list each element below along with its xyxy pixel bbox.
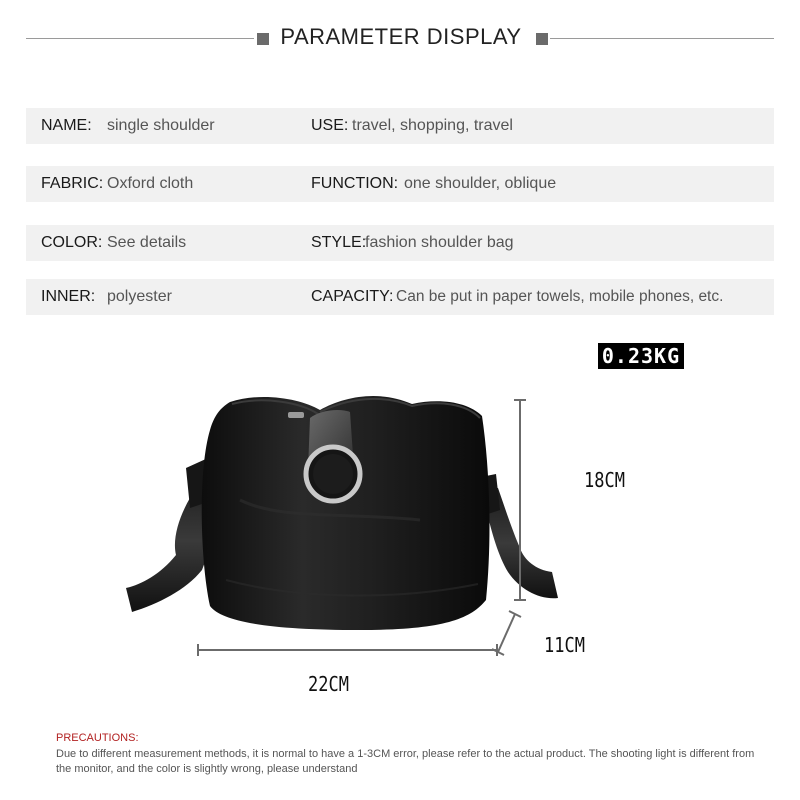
- param-row: [26, 279, 774, 315]
- depth-dimension-line: [498, 614, 515, 652]
- header-divider-left: [26, 38, 254, 39]
- param-key: INNER:: [41, 288, 96, 305]
- height-label: 18CM: [584, 468, 625, 492]
- strap-left: [126, 470, 226, 612]
- precautions-text: Due to different measurement methods, it is normal to have a 1-3CM error, please refer to the actual product. The shooting light is different from the monitor, and the color is slightly wrong, please understand: [56, 748, 755, 775]
- weight-badge: 0.23KG: [598, 343, 684, 369]
- param-key: FUNCTION:: [311, 175, 399, 192]
- ring-icon: [306, 447, 360, 501]
- precautions-title: PRECAUTIONS:: [56, 732, 139, 744]
- param-value: Oxford cloth: [107, 175, 194, 192]
- param-row: [26, 225, 774, 261]
- param-value: one shoulder, oblique: [404, 175, 557, 192]
- header-square-icon: [536, 33, 548, 45]
- header-square-icon: [257, 33, 269, 45]
- param-key: CAPACITY:: [311, 288, 394, 305]
- param-value: single shoulder: [107, 117, 215, 134]
- param-key: STYLE:: [311, 234, 367, 251]
- depth-label: 11CM: [544, 633, 585, 657]
- param-key: FABRIC:: [41, 175, 104, 192]
- param-key: COLOR:: [41, 234, 103, 251]
- param-row: [26, 166, 774, 202]
- param-value: polyester: [107, 288, 172, 305]
- strap-right: [482, 488, 558, 598]
- param-key: USE:: [311, 117, 349, 134]
- param-value: travel, shopping, travel: [352, 117, 513, 134]
- param-value: See details: [107, 234, 187, 251]
- header-divider-right: [550, 38, 774, 39]
- width-label: 22CM: [308, 672, 349, 696]
- page-title: PARAMETER DISPLAY: [280, 24, 522, 49]
- param-value: Can be put in paper towels, mobile phones, etc.: [396, 288, 724, 305]
- param-key: NAME:: [41, 117, 92, 134]
- bag-flap: [308, 410, 354, 476]
- bag-body: [202, 396, 490, 630]
- param-value: fashion shoulder bag: [365, 234, 514, 251]
- param-row: [26, 108, 774, 144]
